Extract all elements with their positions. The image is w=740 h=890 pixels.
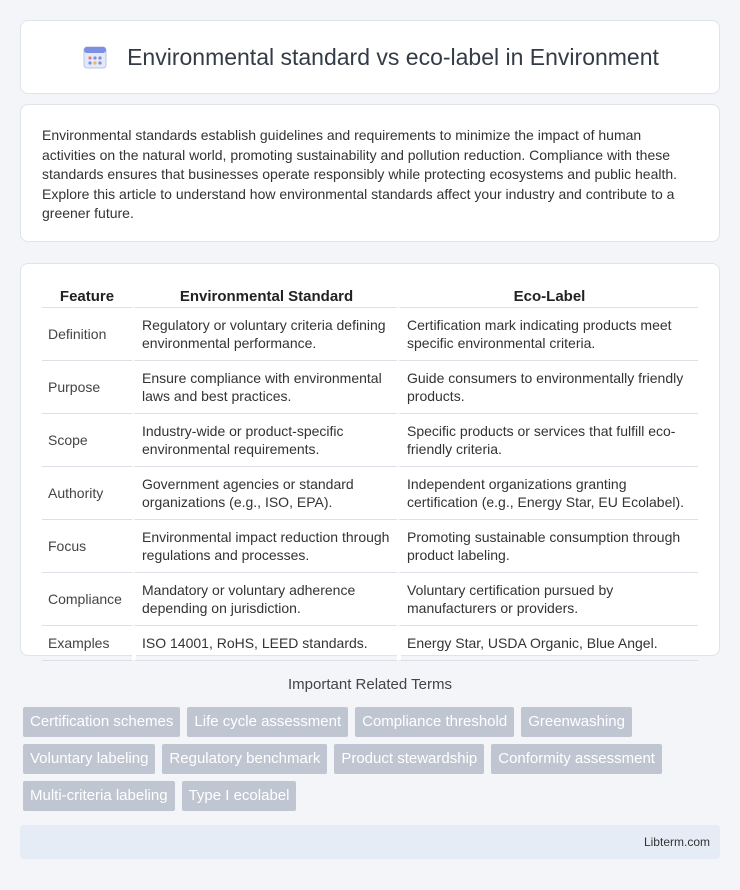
related-term-tag[interactable]: Multi-criteria labeling [23,781,175,811]
table-row [42,414,698,467]
table-row [42,626,698,661]
header-feature: Feature [42,284,132,308]
header-card [20,20,720,94]
comparison-table [42,284,698,661]
related-terms-section [20,676,720,811]
eco-label-cell: Promoting sustainable consumption through product labeling. [397,520,698,573]
related-terms-title: Important Related Terms [288,676,452,693]
related-term-tag[interactable]: Compliance threshold [355,707,514,737]
environmental-standard-cell: Regulatory or voluntary criteria defining environmental performance. [132,308,397,361]
header-environmental-standard: Environmental Standard [132,284,397,308]
eco-label-cell: Certification mark indicating products meet specific environmental criteria. [397,308,698,361]
environmental-standard-cell: Industry-wide or product-specific environmental requirements. [132,414,397,467]
feature-cell: Compliance [42,573,132,626]
feature-cell: Definition [42,308,132,361]
eco-label-cell: Specific products or services that fulfill eco-friendly criteria. [397,414,698,467]
environmental-standard-cell: Government agencies or standard organizations (e.g., ISO, EPA). [132,467,397,520]
related-term-tag[interactable]: Regulatory benchmark [162,744,327,774]
feature-cell: Examples [42,626,132,661]
environmental-standard-cell: Mandatory or voluntary adherence depending on jurisdiction. [132,573,397,626]
related-term-tag[interactable]: Product stewardship [334,744,484,774]
table-row [42,361,698,414]
intro-text: Environmental standards establish guidelines and requirements to minimize the impact of human activities on the natural world, promoting sustainability and pollution reduction. Compliance with these standards ensures that businesses operate responsibly while protecting ecosystems and public health. Explore this article to understand how environmental standards affect your industry and contribute to a greener future. [42,127,678,221]
related-term-tag[interactable]: Greenwashing [521,707,632,737]
eco-label-cell: Voluntary certification pursued by manufacturers or providers. [397,573,698,626]
footer-site-link[interactable]: Libterm.com [643,835,710,849]
table-row [42,467,698,520]
related-term-tag[interactable]: Certification schemes [23,707,180,737]
calendar-grid-icon [81,43,109,71]
environmental-standard-cell: Ensure compliance with environmental laws and best practices. [132,361,397,414]
table-row [42,308,698,361]
feature-cell: Focus [42,520,132,573]
environmental-standard-cell: Environmental impact reduction through regulations and processes. [132,520,397,573]
feature-cell: Scope [42,414,132,467]
intro-card [20,104,720,242]
feature-cell: Purpose [42,361,132,414]
eco-label-cell: Independent organizations granting certification (e.g., Energy Star, EU Ecolabel). [397,467,698,520]
related-term-tag[interactable]: Life cycle assessment [187,707,348,737]
environmental-standard-cell: ISO 14001, RoHS, LEED standards. [132,626,397,661]
page-title: Environmental standard vs eco-label in Environment [127,43,659,70]
related-term-tag[interactable]: Type I ecolabel [182,781,297,811]
related-term-tag[interactable]: Voluntary labeling [23,744,155,774]
related-terms-list [20,707,720,811]
feature-cell: Authority [42,467,132,520]
table-row [42,573,698,626]
header-eco-label: Eco-Label [397,284,698,308]
comparison-table-card [20,263,720,656]
related-term-tag[interactable]: Conformity assessment [491,744,662,774]
eco-label-cell: Energy Star, USDA Organic, Blue Angel. [397,626,698,661]
table-header-row [42,284,698,308]
table-row [42,520,698,573]
footer [20,825,720,859]
eco-label-cell: Guide consumers to environmentally friendly products. [397,361,698,414]
